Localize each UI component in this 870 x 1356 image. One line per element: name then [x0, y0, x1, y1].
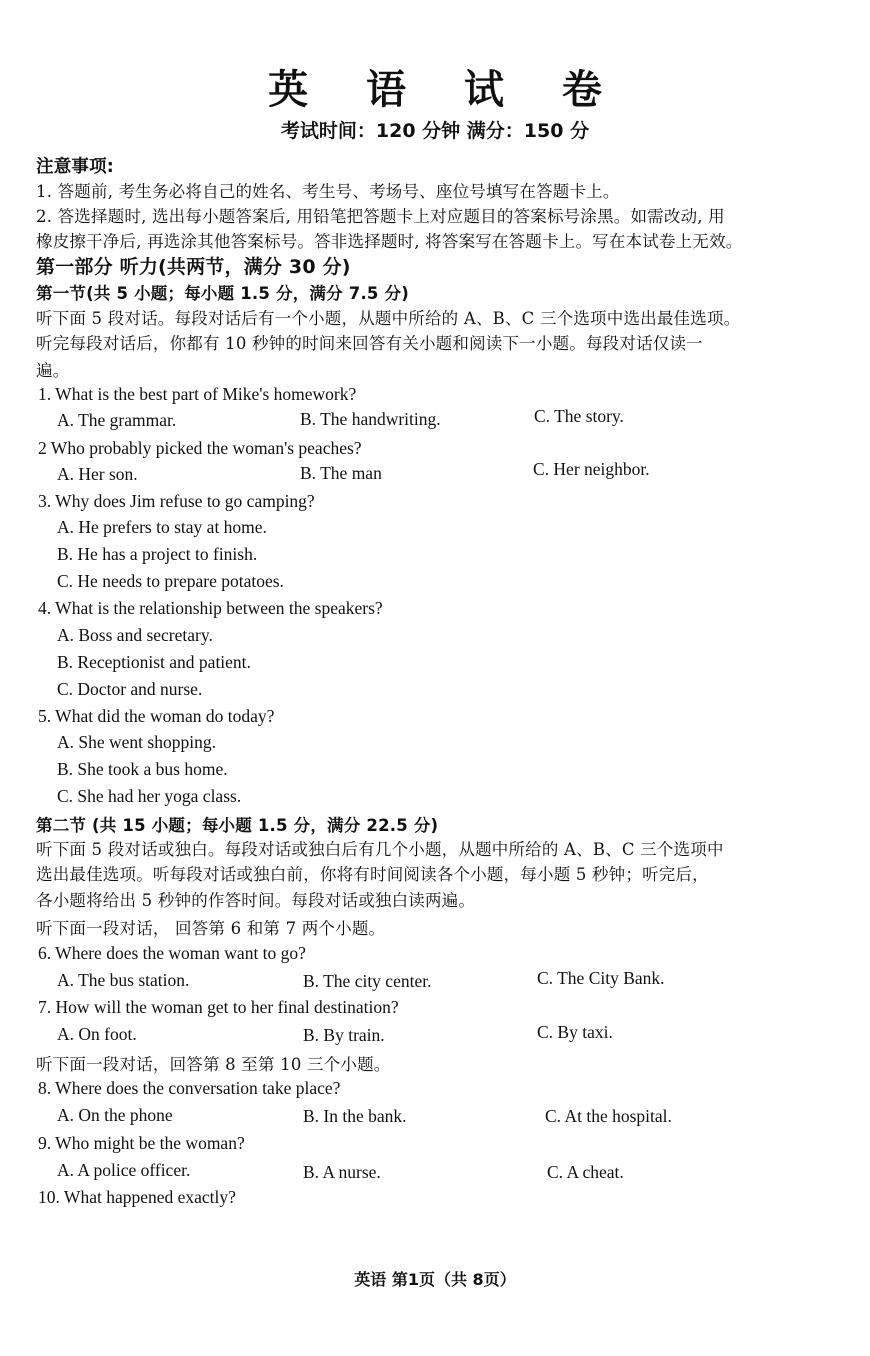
exam-time-score: 考试时间：120 分钟 满分：150 分 — [280, 120, 590, 142]
exam-title: 英 语 试 卷 — [268, 66, 624, 113]
section2-instruction-2: 选出最佳选项。听每段对话或独白前，你将有时间阅读各个小题，每小题 5 秒钟；听完后， — [36, 865, 709, 884]
question-6-stem: 6. Where does the woman want to go? — [38, 943, 306, 963]
question-8-stem: 8. Where does the conversation take place? — [38, 1078, 341, 1098]
notice-heading: 注意事项: — [36, 157, 114, 177]
part1-heading: 第一部分 听力(共两节，满分 30 分) — [36, 256, 351, 278]
question-2-option-a: A. Her son. — [57, 464, 138, 484]
question-4-option-c: C. Doctor and nurse. — [57, 679, 203, 699]
notice-line-1: 1. 答题前, 考生务必将自己的姓名、考生号、考场号、座位号填写在答题卡上。 — [36, 182, 620, 201]
question-8-option-a: A. On the phone — [57, 1105, 173, 1125]
question-10-stem: 10. What happened exactly? — [38, 1187, 236, 1207]
question-7-stem: 7. How will the woman get to her final destination? — [38, 997, 399, 1017]
question-7-option-a: A. On foot. — [57, 1024, 137, 1044]
question-1-option-c: C. The story. — [534, 406, 624, 426]
question-4-stem: 4. What is the relationship between the speakers? — [38, 598, 383, 618]
question-1-stem: 1. What is the best part of Mike's homework? — [38, 384, 357, 404]
question-6-option-b: B. The city center. — [303, 971, 432, 991]
question-6-option-c: C. The City Bank. — [537, 968, 665, 988]
question-3-option-b: B. He has a project to finish. — [57, 544, 258, 564]
section2-heading: 第二节 (共 15 小题；每小题 1.5 分，满分 22.5 分) — [36, 816, 439, 835]
notice-line-2a: 2. 答选择题时, 选出每小题答案后, 用铅笔把答题卡上对应题目的答案标号涂黑。如需改动, 用 — [36, 207, 725, 226]
question-1-option-b: B. The handwriting. — [300, 409, 441, 429]
question-9-option-c: C. A cheat. — [547, 1162, 624, 1182]
question-2-stem: 2 Who probably picked the woman's peaches? — [38, 438, 362, 458]
section1-instruction-2: 听完每段对话后，你都有 10 秒钟的时间来回答有关小题和阅读下一小题。每段对话仅读一 — [36, 334, 703, 353]
question-4-option-a: A. Boss and secretary. — [57, 625, 213, 645]
question-5-option-b: B. She took a bus home. — [57, 759, 228, 779]
question-8-option-c: C. At the hospital. — [545, 1106, 672, 1126]
question-7-option-b: B. By train. — [303, 1025, 385, 1045]
question-4-option-b: B. Receptionist and patient. — [57, 652, 251, 672]
section1-instruction-1: 听下面 5 段对话。每段对话后有一个小题，从题中所给的 A、B、C 三个选项中选出最佳选项。 — [36, 309, 741, 328]
question-9-option-a: A. A police officer. — [57, 1160, 191, 1180]
page-footer: 英语 第1页（共 8页） — [354, 1270, 516, 1289]
notice-line-2b: 橡皮擦干净后, 再选涂其他答案标号。答非选择题时, 将答案写在答题卡上。写在本试卷上无效。 — [36, 232, 743, 251]
question-5-option-c: C. She had her yoga class. — [57, 786, 242, 806]
section2-instruction-3: 各小题将给出 5 秒钟的作答时间。每段对话或独白读两遍。 — [36, 891, 476, 910]
question-1-option-a: A. The grammar. — [57, 410, 177, 430]
question-2-option-b: B. The man — [300, 463, 382, 483]
section2-instruction-1: 听下面 5 段对话或独白。每段对话或独白后有几个小题，从题中所给的 A、B、C 三个选项中 — [36, 840, 724, 859]
question-2-option-c: C. Her neighbor. — [533, 459, 650, 479]
section2-note-q8-10: 听下面一段对话，回答第 8 至第 10 三个小题。 — [36, 1055, 391, 1074]
question-6-option-a: A. The bus station. — [57, 970, 190, 990]
section1-heading: 第一节(共 5 小题；每小题 1.5 分，满分 7.5 分) — [36, 284, 409, 303]
question-9-stem: 9. Who might be the woman? — [38, 1133, 245, 1153]
question-7-option-c: C. By taxi. — [537, 1022, 613, 1042]
section2-note-q6-7: 听下面一段对话， 回答第 6 和第 7 两个小题。 — [36, 919, 386, 938]
question-5-option-a: A. She went shopping. — [57, 732, 216, 752]
question-5-stem: 5. What did the woman do today? — [38, 706, 275, 726]
section1-instruction-3: 遍。 — [36, 361, 70, 380]
question-3-stem: 3. Why does Jim refuse to go camping? — [38, 491, 315, 511]
question-8-option-b: B. In the bank. — [303, 1106, 407, 1126]
question-3-option-a: A. He prefers to stay at home. — [57, 517, 267, 537]
question-9-option-b: B. A nurse. — [303, 1162, 381, 1182]
question-3-option-c: C. He needs to prepare potatoes. — [57, 571, 284, 591]
